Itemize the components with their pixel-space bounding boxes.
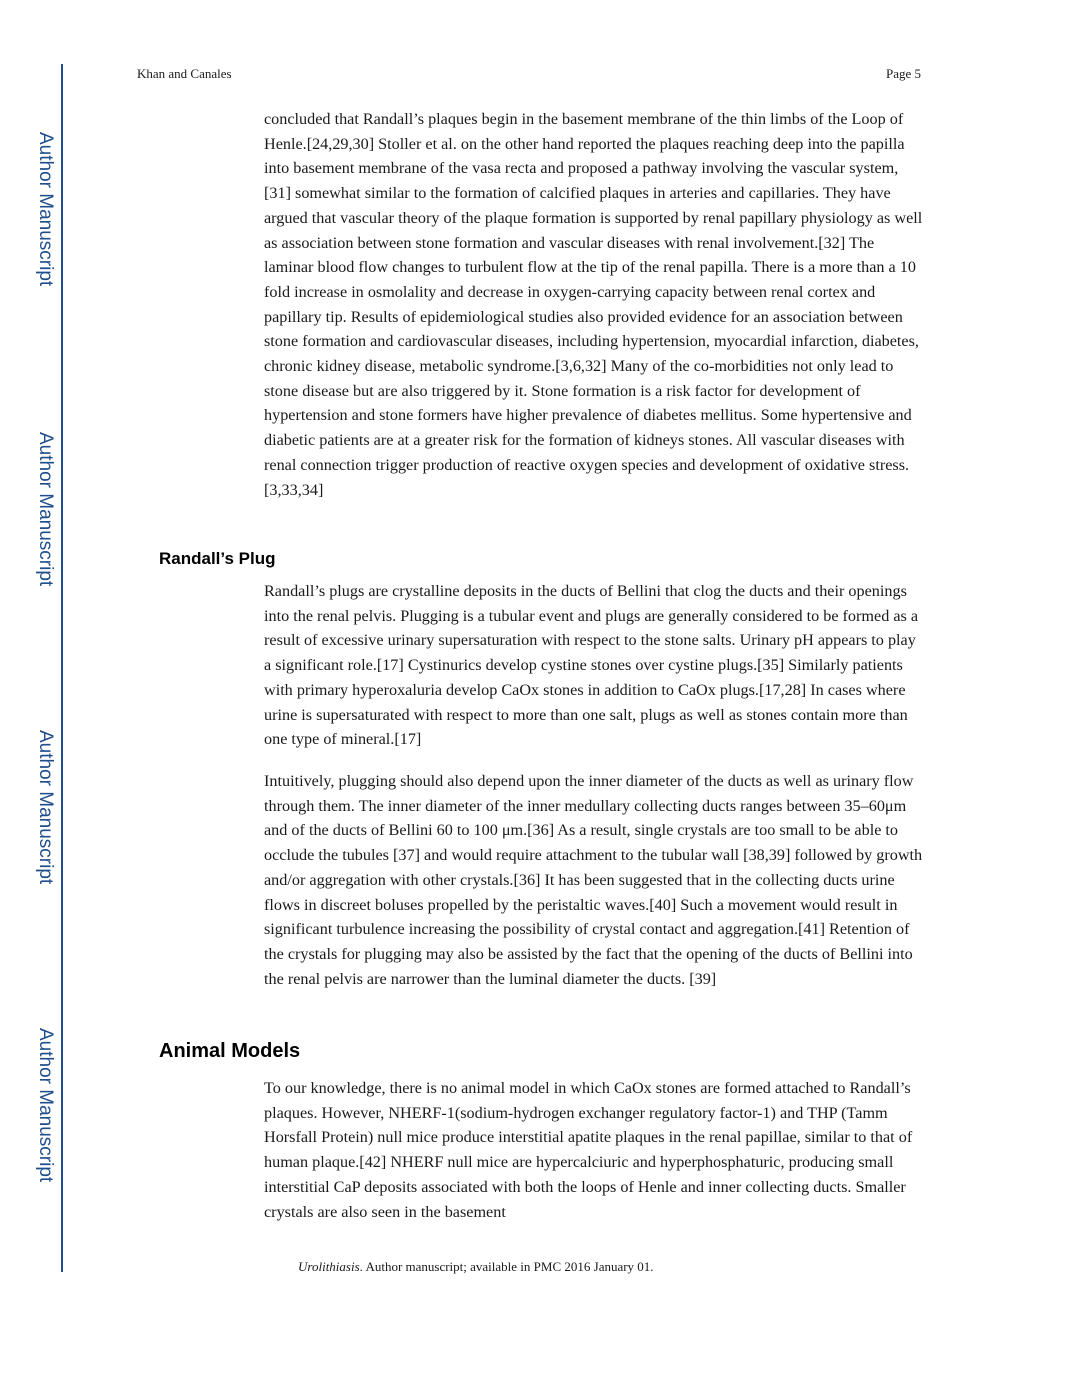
running-head-authors: Khan and Canales [137, 66, 232, 81]
paragraph-randalls-plug: Randall’s plugs are crystalline deposits in the ducts of Bellini that clog the ducts and their openings into the renal pelvis. Plugging is a tubular event and plugs are generally considered to be formed as a result of excessive urinary supersaturation with respect to the stone salts. Urinary pH appears to play a significant role.[17] Cystinurics develop cystine stones over cystine plugs.[35] Similarly patients with primary hyperoxaluria develop CaOx stones in addition to CaOx plugs.[17,28] In cases where urine is supersaturated with respect to more than one salt, plugs as well as stones contain more than one type of mineral.[17] [264, 582, 919, 749]
footer-journal-name: Urolithiasis [298, 1259, 360, 1274]
paragraph-animal-models: To our knowledge, there is no animal model in which CaOx stones are formed attached to Randall’s plaques. However, NHERF-1(sodium-hydrogen exchanger regulatory factor-1) and THP (Tamm Horsfall Protein) null mice produce interstitial apatite plaques in the renal papillae, similar to that of human plaque.[42] NHERF null mice are hypercalciuric and hyperphosphaturic, producing small interstitial CaP deposits associated with both the loops of Henle and inner collecting ducts. Smaller crystals are also seen in the basement [264, 1079, 913, 1221]
section-heading-animal-models: Animal Models [159, 1040, 301, 1062]
section-heading-randalls-plug: Randall’s Plug [159, 549, 276, 568]
author-manuscript-label: Author Manuscript [35, 1028, 56, 1183]
paragraph-plaque-theory: concluded that Randall’s plaques begin in the basement membrane of the thin limbs of the Loop of Henle.[24,29,30] Stoller et al. on the other hand reported the plaques reaching deep into the papilla into basement membrane of the vasa recta and proposed a pathway involving the vascular system, [31] somewhat similar to the formation of calcified plaques in arteries and capillaries. They have argued that vascular theory of the plaque formation is supported by renal papillary physiology as well as association between stone formation and vascular diseases with renal involvement.[32] The laminar blood flow changes to turbulent flow at the tip of the renal papilla. There is a more than a 10 fold increase in osmolality and decrease in oxygen-carrying capacity between renal cortex and papillary tip. Results of epidemiological studies also provided evidence for an association between stone formation and cardiovascular diseases, including hypertension, myocardial infarction, diabetes, chronic kidney disease, metabolic syndrome.[3,6,32] Many of the co-morbidities not only lead to stone disease but are also triggered by it. Stone formation is a risk factor for development of hypertension and stone formers have higher prevalence of diabetes mellitus. Some hypertensive and diabetic patients are at a greater risk for the formation of kidneys stones. All vascular diseases with renal connection trigger production of reactive oxygen species and development of oxidative stress.[3,33,34] [264, 110, 923, 499]
footer-citation [298, 1259, 654, 1275]
paragraph-plugging-mechanism: Intuitively, plugging should also depend upon the inner diameter of the ducts as well as urinary flow through them. The inner diameter of the inner medullary collecting ducts ranges between 35–60μm and of the ducts of Bellini 60 to 100 μm.[36] As a result, single crystals are too small to be able to occlude the tubules [37] and would require attachment to the tubular wall [38,39] followed by growth and/or aggregation with other crystals.[36] It has been suggested that in the collecting ducts urine flows in discreet boluses propelled by the peristaltic waves.[40] Such a movement would result in significant turbulence increasing the possibility of crystal contact and aggregation.[41] Retention of the crystals for plugging may also be assisted by the fact that the opening of the ducts of Bellini into the renal pelvis are narrower than the luminal diameter the ducts. [39] [264, 772, 923, 988]
footer-note: . Author manuscript; available in PMC 2016 January 01. [359, 1259, 654, 1274]
running-head-page-number: Page 5 [885, 66, 921, 81]
author-manuscript-label: Author Manuscript [35, 432, 56, 587]
author-manuscript-label: Author Manuscript [35, 730, 56, 885]
author-manuscript-label: Author Manuscript [35, 132, 56, 287]
sidebar-rule [61, 64, 63, 1272]
